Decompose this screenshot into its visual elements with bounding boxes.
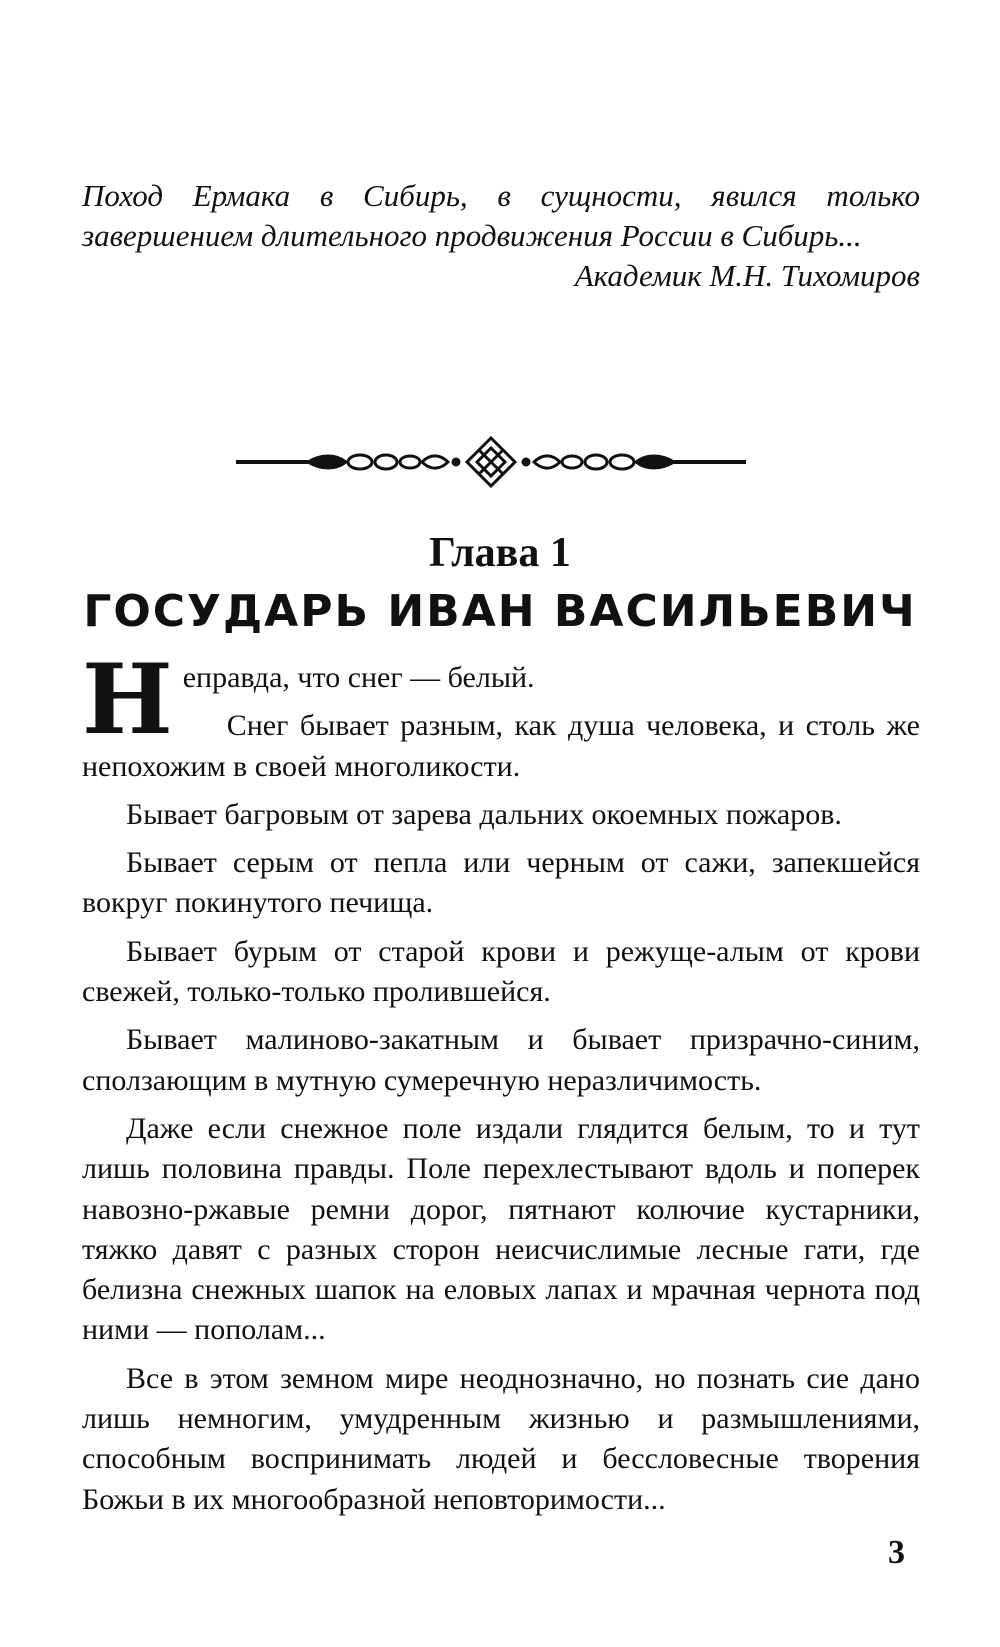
chapter-body <box>82 643 920 1528</box>
knot-ornament-divider-icon <box>236 434 746 490</box>
paragraph: Все в этом земном мире неоднозначно, но познать сие дано лишь немногим, умудренным жизнью и размышлениями, способным воспринимать людей и бессловесные творения Божьи в их многообразной неповторимости... <box>82 1361 920 1516</box>
paragraph-text: еправда, что снег — белый. <box>182 661 535 694</box>
paragraph: Бывает малиново-закатным и бывает призрачно-синим, сползающим в мутную сумеречную неразличимость. <box>82 1023 920 1097</box>
paragraph: Бывает бурым от старой крови и режуще-алым от крови свежей, только-только пролившейся. <box>82 934 920 1009</box>
chapter-number: Глава 1 <box>429 530 571 576</box>
chapter-title: ГОСУДАРЬ ИВАН ВАСИЛЬЕВИЧ <box>83 586 917 637</box>
paragraph: Снег бывает разным, как душа человека, и столь же непохожим в своей многоликости. <box>82 709 920 783</box>
paragraph: Бывает серым от пепла или черным от сажи, запекшейся вокруг покинутого печища. <box>82 846 920 920</box>
paragraph: Даже если снежное поле издали глядится белым, то и тут лишь половина правды. Поле перехлестывают вдоль и поперек навозно-ржавые ремни дорог, пятнают колючие кустарники, тяжко давят с разных сторон неисчислимые лесные гати, где белизна снежных шапок на еловых лапах и мрачная чернота под ними — пополам... <box>82 1111 920 1347</box>
drop-cap: Н <box>82 643 173 756</box>
page-number: 3 <box>888 1534 905 1571</box>
paragraph: Бывает багровым от зарева дальних окоемных пожаров. <box>126 797 842 831</box>
epigraph <box>82 176 920 296</box>
epigraph-text: Поход Ермака в Сибирь, в сущности, явился только завершением длительного продвижения России в Сибирь... <box>82 178 920 253</box>
epigraph-author: Академик М.Н. Тихомиров <box>574 258 920 293</box>
